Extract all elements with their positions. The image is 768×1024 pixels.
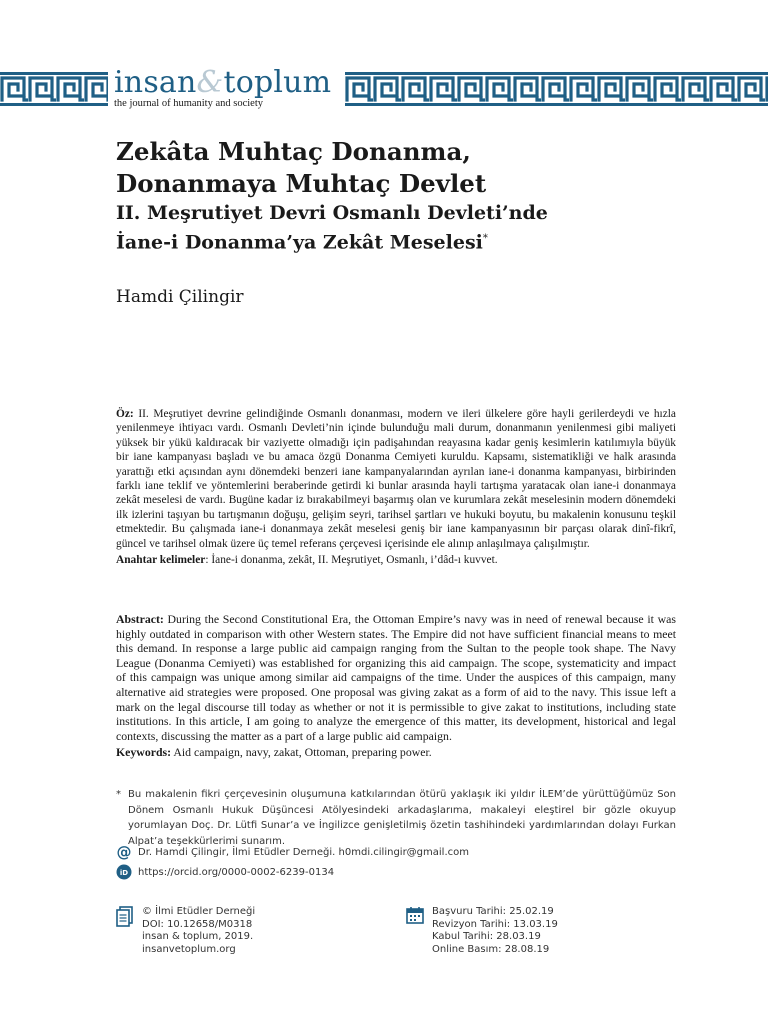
article-title-block [116,136,716,255]
turkish-abstract-label: Öz: [116,408,134,420]
article-title-line2: Donanmaya Muhtaç Devlet [116,169,487,198]
footnote-text: Bu makalenin fikri çerçevesinin oluşumuna katkılarından ötürü yaklaşık iki yıldır İLEM’de yürüttüğümüz Son Dönem Osmanlı Hukuk Düşüncesi Atölyesindeki arkadaşlarıma, makaleyi eleştirel bir gözle okuyup yorumlayan Doç. Dr. Lütfi Sunar’a ve İngilizce genişletilmiş özetin tashihindeki yardımlarından dolayı Furkan Alpat’a teşekkürlerimi sunarım. [128,789,676,847]
orcid-row [116,864,334,880]
english-abstract-body [116,612,676,743]
article-title-line1: Zekâta Muhtaç Donanma, [116,137,471,166]
author-contact-text: Dr. Hamdi Çilingir, İlmi Etüdler Derneği. h0mdi.cilingir@gmail.com [138,846,469,858]
at-sign-icon [116,844,132,860]
article-subtitle-line2 [116,226,716,255]
publication-lines [142,906,255,956]
english-abstract-label: Abstract: [116,612,164,626]
submitted-date: Başvuru Tarihi: 25.02.19 [432,906,554,917]
online-date: Online Basım: 28.08.19 [432,943,550,955]
accepted-date: Kabul Tarihi: 28.03.19 [432,931,541,943]
english-keywords [116,745,676,760]
english-abstract-text: During the Second Constitutional Era, the Ottoman Empire’s navy was in need of renewal because it was highly outdated in comparison with other Western states. The Empire did not have sufficient financial means to meet this demand. In response a large public aid campaign ranging from the Sultan to the people took shape. The Navy League (Donanma Cemiyeti) was established for organizing this aid campaign. The scope, systematicity and impact of this campaign was unique among similar aid campaigns of the time. Under the auspices of this campaign, many alternative aid strategies were proposed. One proposal was giving zakat as a form of aid to the navy. This issue left a mark on the legal discourse till today as whether or not it is permissible to give zakat to institutions, including state institutions. In this article, I am going to analyze the emergence of this matter, its development, historical and legal contexts, discussing the matter as a part of a large public aid campaign. [116,612,676,743]
orcid-link[interactable]: https://orcid.org/0000-0002-6239-0134 [138,866,335,878]
turkish-keywords-label: Anahtar kelimeler [116,554,206,567]
revised-date: Revizyon Tarihi: 13.03.19 [432,918,558,930]
turkish-abstract-text: II. Meşrutiyet devrine gelindiğinde Osmanlı donanması, modern ve ileri ülkelere göre hayli gerilerdeydi ve hızla yenilenmeye ihtiyacı vardı. Osmanlı Devleti’nin içinde bulunduğu mali durum, donanmanın yenilenmesi gibi maliyeti yüksek bir yükü kaldıracak bir vaziyette olmadığı için padişahından reayasına kadar geniş kesimlerin katılımıyla büyük bir iane kampanyası başladı ve bu amaca özgü Donanma Cemiyeti kuruldu. Kapsamı, sistematikliği ve halk arasında yarattığı etki açısından aynı dönemdeki benzeri iane kampanyalarından ayrılan iane-i donanma kampanyası, birbirinden farklı iane teklif ve yöntemlerini beraberinde getirdi ki bunlar arasında hayli tartışma yaratacak olan iane-i donanmaya zekât meselesi de vardı. Bugüne kadar iz bırakabilmeyi başarmış olan ve kurumlara zekât meselesinin modern dönemdeki ilk izlerini taşıyan bu tartışmanın doğuşu, gelişim seyri, tarihsel şartları ve hukuki boyutu, bu makalenin konusunu teşkil etmektedir. Bu çalışmada iane-i donanmaya zekât meselesi geniş bir iane kampanyasının bir parçası olarak dinî-fikrî, güncel ve tarihsel olmak üzere üç temel referans çerçevesi içerisinde ele alınıp anlaşılmaya çalışılmıştır. [116,408,676,550]
svg-text:iD: iD [119,869,129,877]
doi-line: DOI: 10.12658/M0318 [142,918,253,930]
citation-line: insan & toplum, 2019. [142,931,254,943]
turkish-abstract-body [116,407,676,551]
english-keywords-text: Aid campaign, navy, zakat, Ottoman, preparing power. [171,745,432,760]
copyright-line: © İlmi Etüdler Derneği [142,906,256,917]
footnote-mark: * [116,789,121,800]
article-subtitle-line1: II. Meşrutiyet Devri Osmanlı Devleti’nde [116,202,548,224]
acknowledgement-footnote [116,787,676,849]
turkish-keywords [116,553,676,567]
calendar-icon [406,906,424,956]
article-subtitle-line2-text: İane-i Donanma’ya Zekât Meselesi [116,231,483,254]
journal-name [114,67,331,99]
journal-name-part1: insan [114,65,197,100]
meander-band-right [345,70,768,108]
article-dates [406,906,558,956]
turkish-keywords-text: : İane-i donanma, zekât, II. Meşrutiyet, Osmanlı, i’dâd-ı kuvvet. [205,554,498,567]
website-link[interactable]: insanvetoplum.org [142,943,236,955]
author-name: Hamdi Çilingir [116,287,244,307]
turkish-abstract [116,407,676,567]
svg-text:@: @ [116,844,132,860]
english-abstract [116,612,676,760]
date-lines [432,906,558,956]
journal-name-ampersand: & [196,65,224,100]
orcid-icon [116,864,132,880]
author-contact-row [116,844,469,860]
journal-logo [114,67,331,109]
english-keywords-label: Keywords: [116,745,172,760]
footnote-reference-mark: * [482,233,488,244]
journal-name-part2: toplum [223,65,332,100]
journal-tagline: the journal of humanity and society [114,98,264,109]
meander-band-left [0,70,108,108]
publication-info [116,906,255,956]
document-copy-icon [116,906,134,956]
